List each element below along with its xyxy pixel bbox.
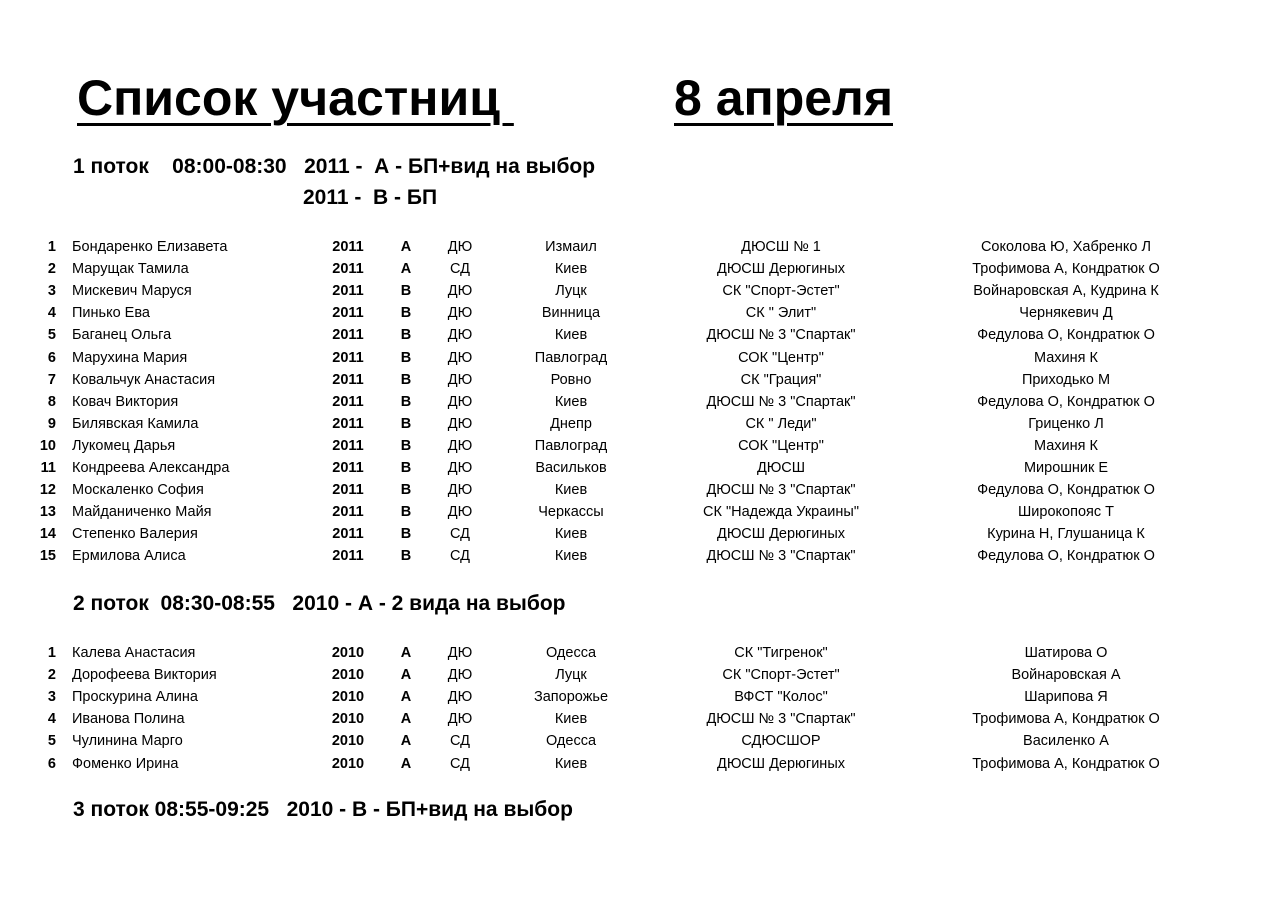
participant-name: Баганец Ольга: [72, 327, 172, 344]
participant-year: 2010: [331, 733, 365, 750]
participant-club: ВФСТ "Колос": [734, 689, 828, 706]
participant-name: Иванова Полина: [72, 711, 185, 728]
participant-year: 2010: [331, 645, 365, 662]
participant-club: ДЮСШ № 3 "Спартак": [706, 548, 856, 565]
participant-row: [0, 730, 1280, 752]
participant-club: СК " Леди": [745, 415, 817, 432]
participant-city: Черкассы: [538, 504, 604, 521]
participant-name: Марущак Тамила: [72, 261, 189, 278]
participant-category: В: [400, 526, 412, 543]
participant-program: ДЮ: [447, 482, 473, 499]
participant-year: 2010: [331, 755, 365, 772]
participant-name: Ковач Виктория: [72, 393, 179, 410]
participant-row: [0, 686, 1280, 708]
participant-coach: Войнаровская А: [1011, 667, 1121, 684]
stream-1-subheading: 2011 - В - БП: [303, 186, 438, 209]
participant-row: [0, 258, 1280, 280]
participant-coach: Махиня К: [1034, 349, 1098, 366]
participant-program: ДЮ: [447, 283, 473, 300]
participant-program: ДЮ: [447, 504, 473, 521]
participant-category: В: [400, 283, 412, 300]
participant-category: А: [400, 645, 412, 662]
participant-category: А: [400, 239, 412, 256]
participant-club: ДЮСШ № 1: [741, 239, 821, 256]
participant-category: В: [400, 482, 412, 499]
participant-name: Бондаренко Елизавета: [72, 239, 228, 256]
participant-row: [0, 369, 1280, 391]
participant-coach: Мирошник Е: [1023, 459, 1109, 476]
participant-program: ДЮ: [447, 415, 473, 432]
participant-category: В: [400, 393, 412, 410]
participant-name: Степенко Валерия: [72, 526, 198, 543]
participant-row: [0, 479, 1280, 501]
participant-number: 2: [47, 667, 56, 684]
participant-club: ДЮСШ Дерюгиных: [717, 755, 845, 772]
participant-number: 3: [47, 283, 56, 300]
participant-row: [0, 523, 1280, 545]
participant-number: 15: [39, 548, 56, 565]
participant-club: СОК "Центр": [738, 349, 824, 366]
participant-year: 2011: [332, 548, 364, 565]
participant-name: Майданиченко Майя: [72, 504, 212, 521]
participant-coach: Приходько М: [1021, 371, 1111, 388]
participant-city: Павлоград: [534, 349, 608, 366]
participant-name: Пинько Ева: [72, 305, 150, 322]
participant-name: Лукомец Дарья: [72, 437, 176, 454]
participant-program: ДЮ: [447, 393, 473, 410]
participant-coach: Шарипова Я: [1024, 689, 1108, 706]
row-spacer: [1222, 686, 1280, 708]
participant-number: 8: [47, 393, 56, 410]
participant-number: 2: [47, 261, 56, 278]
participant-year: 2011: [332, 459, 364, 476]
participant-row: [0, 346, 1280, 368]
participant-coach: Василенко А: [1023, 733, 1109, 750]
participant-program: ДЮ: [447, 305, 473, 322]
row-spacer: [1222, 479, 1280, 501]
participant-name: Москаленко София: [72, 482, 204, 499]
row-spacer: [1222, 413, 1280, 435]
participant-row: [0, 324, 1280, 346]
participant-year: 2010: [331, 711, 365, 728]
participant-name: Калева Анастасия: [72, 645, 196, 662]
participant-city: Киев: [554, 393, 588, 410]
participant-club: СК " Элит": [745, 305, 817, 322]
participant-coach: Соколова Ю, Хабренко Л: [980, 239, 1152, 256]
participant-name: Проскурина Алина: [72, 689, 198, 706]
participant-number: 5: [47, 327, 56, 344]
participant-city: Одесса: [545, 733, 597, 750]
participant-club: СК "Спорт-Эстет": [722, 283, 840, 300]
participant-name: Дорофеева Виктория: [72, 667, 217, 684]
participant-row: [0, 457, 1280, 479]
participant-program: ДЮ: [447, 349, 473, 366]
participant-coach: Войнаровская А, Кудрина К: [973, 283, 1159, 300]
participant-name: Фоменко Ирина: [72, 755, 179, 772]
participant-coach: Широкопояс Т: [1018, 504, 1114, 521]
row-spacer: [1222, 642, 1280, 664]
row-spacer: [1222, 730, 1280, 752]
participant-row: [0, 752, 1280, 774]
participant-coach: Гриценко Л: [1028, 415, 1104, 432]
participant-category: А: [400, 755, 412, 772]
participant-number: 1: [47, 239, 56, 256]
participant-program: ДЮ: [447, 459, 473, 476]
participant-year: 2011: [332, 239, 364, 256]
row-spacer: [1222, 523, 1280, 545]
participant-year: 2011: [332, 504, 364, 521]
participant-year: 2011: [332, 437, 364, 454]
participant-number: 1: [47, 645, 56, 662]
page-title: Список участниц: [77, 70, 514, 126]
participant-city: Измаил: [545, 239, 597, 256]
stream-1-heading: 1 поток 08:00-08:30 2011 - А - БП+вид на выбор: [73, 155, 596, 178]
participant-city: Киев: [554, 482, 588, 499]
stream-1-table: [0, 236, 1280, 567]
participant-year: 2011: [332, 283, 364, 300]
participant-number: 4: [47, 711, 56, 728]
participant-number: 7: [47, 371, 56, 388]
participant-category: В: [400, 415, 412, 432]
participant-coach: Трофимова А, Кондратюк О: [972, 755, 1160, 772]
participant-program: ДЮ: [447, 689, 473, 706]
participant-coach: Федулова О, Кондратюк О: [977, 327, 1155, 344]
row-spacer: [1222, 752, 1280, 774]
participant-name: Марухина Мария: [72, 349, 188, 366]
participant-coach: Федулова О, Кондратюк О: [977, 548, 1155, 565]
participant-year: 2011: [332, 305, 364, 322]
participant-club: СК "Грация": [740, 371, 822, 388]
participant-name: Ермилова Алиса: [72, 548, 186, 565]
participant-name: Мискевич Маруся: [72, 283, 192, 300]
participant-year: 2011: [332, 327, 364, 344]
participant-category: А: [400, 261, 412, 278]
participant-city: Запорожье: [533, 689, 609, 706]
participant-program: СД: [450, 548, 470, 565]
participant-row: [0, 280, 1280, 302]
participant-coach: Федулова О, Кондратюк О: [977, 393, 1155, 410]
participant-city: Одесса: [545, 645, 597, 662]
row-spacer: [1222, 236, 1280, 258]
participant-program: ДЮ: [447, 645, 473, 662]
row-spacer: [1222, 501, 1280, 523]
participant-year: 2010: [331, 667, 365, 684]
participant-city: Киев: [554, 261, 588, 278]
participant-city: Ровно: [550, 371, 592, 388]
participant-club: СК "Тигренок": [734, 645, 828, 662]
participant-club: ДЮСШ № 3 "Спартак": [706, 711, 856, 728]
participant-year: 2010: [331, 689, 365, 706]
stream-3-heading: 3 поток 08:55-09:25 2010 - В - БП+вид на выбор: [73, 798, 573, 821]
participant-row: [0, 708, 1280, 730]
participant-number: 9: [47, 415, 56, 432]
participant-program: ДЮ: [447, 711, 473, 728]
participant-row: [0, 642, 1280, 664]
row-spacer: [1222, 435, 1280, 457]
participant-year: 2011: [332, 482, 364, 499]
participant-category: А: [400, 689, 412, 706]
participant-year: 2011: [332, 415, 364, 432]
participant-row: [0, 545, 1280, 567]
participant-city: Павлоград: [534, 437, 608, 454]
participant-category: В: [400, 548, 412, 565]
participant-year: 2011: [332, 349, 364, 366]
participant-city: Днепр: [550, 415, 592, 432]
participant-row: [0, 501, 1280, 523]
participant-category: В: [400, 327, 412, 344]
participant-row: [0, 302, 1280, 324]
participant-year: 2011: [332, 371, 364, 388]
participant-city: Киев: [554, 548, 588, 565]
row-spacer: [1222, 258, 1280, 280]
participant-city: Луцк: [555, 667, 587, 684]
participant-category: А: [400, 711, 412, 728]
participant-name: Билявская Камила: [72, 415, 199, 432]
participant-club: СК "Надежда Украины": [703, 504, 859, 521]
participant-number: 5: [47, 733, 56, 750]
participant-category: В: [400, 459, 412, 476]
participant-number: 11: [40, 459, 56, 476]
participant-category: А: [400, 733, 412, 750]
participant-category: А: [400, 667, 412, 684]
participant-city: Киев: [554, 526, 588, 543]
participant-name: Чулинина Марго: [72, 733, 183, 750]
participant-coach: Трофимова А, Кондратюк О: [972, 711, 1160, 728]
participant-coach: Федулова О, Кондратюк О: [977, 482, 1155, 499]
participant-club: ДЮСШ № 3 "Спартак": [706, 482, 856, 499]
participant-club: СК "Спорт-Эстет": [722, 667, 840, 684]
participant-row: [0, 391, 1280, 413]
stream-2-heading: 2 поток 08:30-08:55 2010 - А - 2 вида на выбор: [73, 592, 566, 615]
row-spacer: [1222, 280, 1280, 302]
participant-number: 6: [47, 349, 56, 366]
participant-club: ДЮСШ: [756, 459, 806, 476]
participant-number: 10: [39, 437, 56, 454]
participant-name: Кондреева Александра: [72, 459, 230, 476]
participant-number: 13: [39, 504, 56, 521]
participant-city: Луцк: [555, 283, 587, 300]
participant-program: ДЮ: [447, 327, 473, 344]
participant-club: СОК "Центр": [738, 437, 824, 454]
participant-city: Киев: [554, 711, 588, 728]
participant-program: СД: [450, 526, 470, 543]
participant-city: Васильков: [535, 459, 607, 476]
participant-category: В: [400, 305, 412, 322]
row-spacer: [1222, 545, 1280, 567]
participant-row: [0, 413, 1280, 435]
participant-year: 2011: [332, 526, 364, 543]
participant-coach: Трофимова А, Кондратюк О: [972, 261, 1160, 278]
participant-program: СД: [450, 755, 470, 772]
participant-coach: Махиня К: [1034, 437, 1098, 454]
participant-number: 6: [47, 755, 56, 772]
participant-number: 12: [39, 482, 56, 499]
participant-city: Винница: [541, 305, 601, 322]
participant-program: ДЮ: [447, 437, 473, 454]
row-spacer: [1222, 369, 1280, 391]
stream-2-table: [0, 642, 1280, 775]
participant-number: 4: [47, 305, 56, 322]
participant-year: 2011: [332, 261, 364, 278]
participant-coach: Чернякевич Д: [1019, 305, 1113, 322]
participant-program: СД: [450, 261, 470, 278]
row-spacer: [1222, 664, 1280, 686]
participant-club: ДЮСШ № 3 "Спартак": [706, 327, 856, 344]
row-spacer: [1222, 302, 1280, 324]
participant-name: Ковальчук Анастасия: [72, 371, 216, 388]
participant-program: СД: [450, 733, 470, 750]
row-spacer: [1222, 324, 1280, 346]
row-spacer: [1222, 708, 1280, 730]
participant-number: 3: [47, 689, 56, 706]
participant-category: В: [400, 371, 412, 388]
participant-club: ДЮСШ № 3 "Спартак": [706, 393, 856, 410]
participant-category: В: [400, 504, 412, 521]
page-date: 8 апреля: [674, 70, 893, 126]
participant-row: [0, 236, 1280, 258]
participant-coach: Шатирова О: [1024, 645, 1108, 662]
participant-city: Киев: [554, 327, 588, 344]
participant-club: СДЮСШОР: [741, 733, 821, 750]
participant-city: Киев: [554, 755, 588, 772]
participant-club: ДЮСШ Дерюгиных: [717, 261, 845, 278]
participant-category: В: [400, 349, 412, 366]
participant-coach: Курина Н, Глушаница К: [987, 526, 1145, 543]
participant-club: ДЮСШ Дерюгиных: [717, 526, 845, 543]
participant-year: 2011: [332, 393, 364, 410]
participant-number: 14: [39, 526, 56, 543]
participant-program: ДЮ: [447, 667, 473, 684]
row-spacer: [1222, 346, 1280, 368]
row-spacer: [1222, 457, 1280, 479]
participant-program: ДЮ: [447, 239, 473, 256]
participant-row: [0, 435, 1280, 457]
participant-category: В: [400, 437, 412, 454]
participant-program: ДЮ: [447, 371, 473, 388]
participant-row: [0, 664, 1280, 686]
row-spacer: [1222, 391, 1280, 413]
